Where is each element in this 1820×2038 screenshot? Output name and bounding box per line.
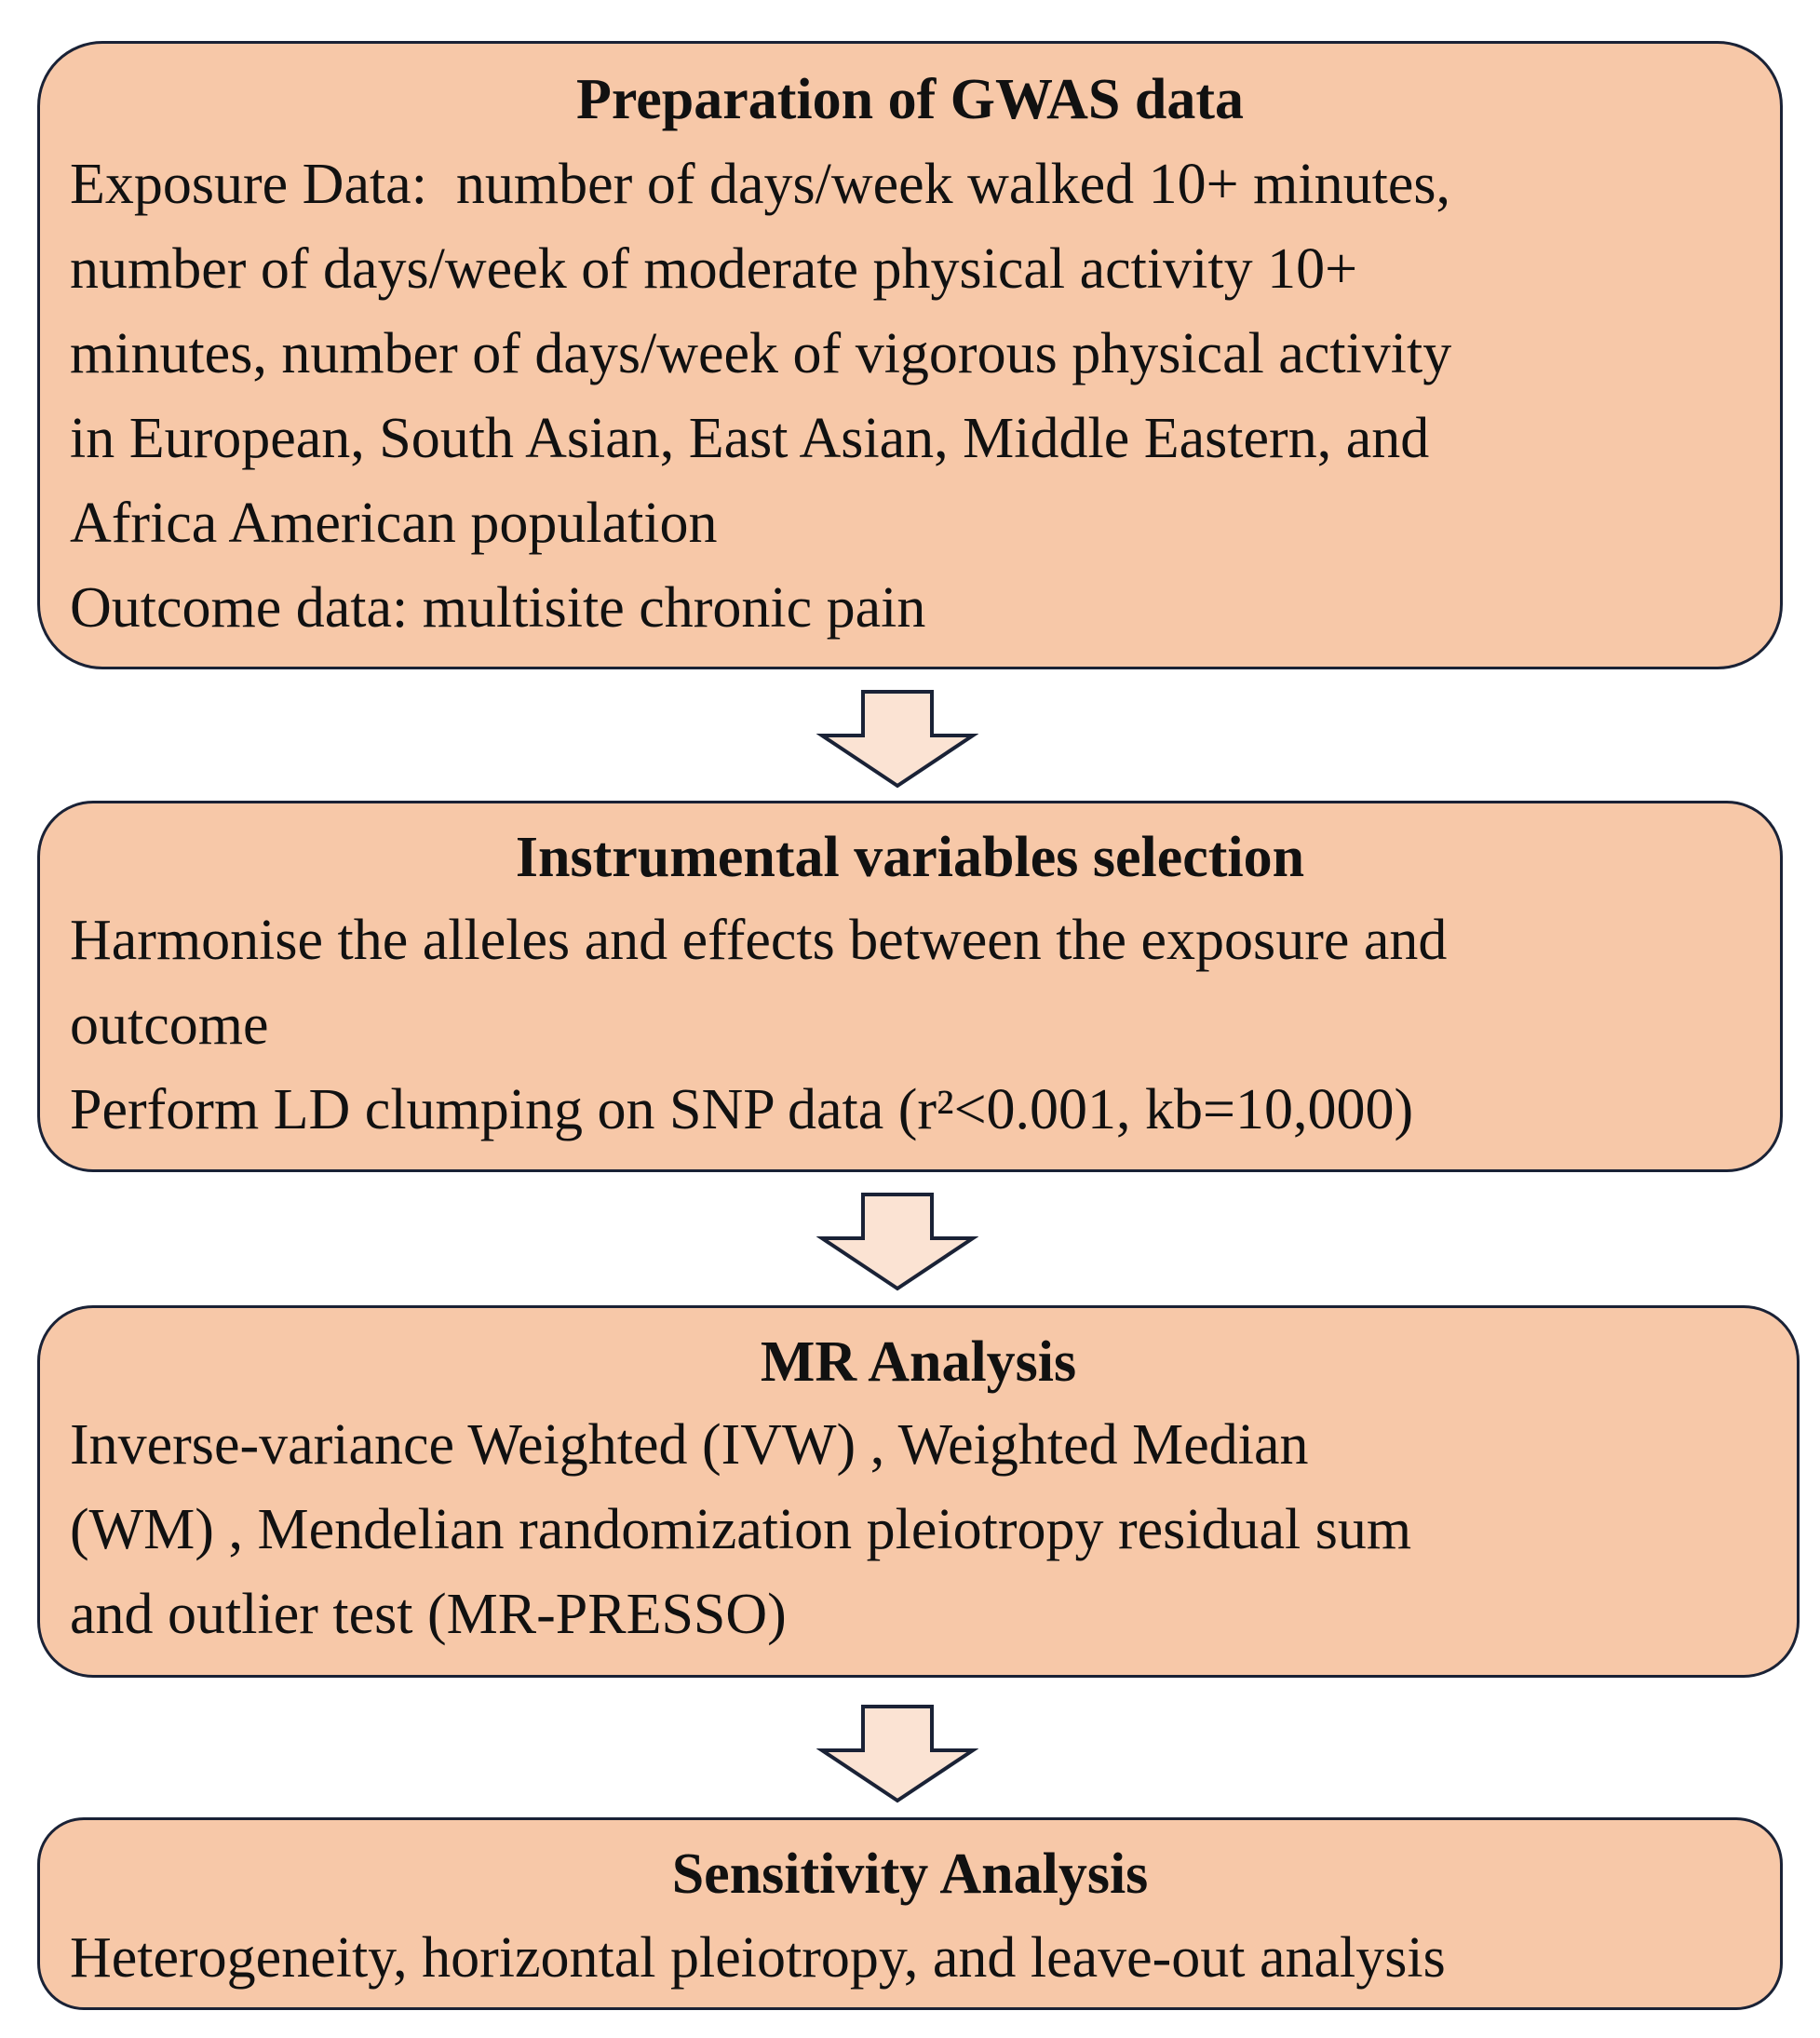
step-text-line: Perform LD clumping on SNP data (r²<0.001, kb=10,000) bbox=[70, 1078, 1414, 1141]
step-title: Instrumental variables selection bbox=[515, 826, 1305, 889]
step-text-line: Outcome data: multisite chronic pain bbox=[70, 576, 926, 640]
step-text-line: outcome bbox=[70, 993, 269, 1057]
step-title: Preparation of GWAS data bbox=[575, 68, 1245, 131]
step-text-line: (WM) , Mendelian randomization pleiotropy residual sum bbox=[70, 1498, 1412, 1561]
step-text-line: number of days/week of moderate physical activity 10+ bbox=[70, 237, 1358, 301]
step-text-line: minutes, number of days/week of vigorous physical activity bbox=[70, 322, 1452, 385]
step-box-sensitivity-analysis bbox=[37, 1817, 1783, 2010]
step-title: Sensitivity Analysis bbox=[671, 1842, 1149, 1906]
step-text-line: Heterogeneity, horizontal pleiotropy, and leave-out analysis bbox=[70, 1926, 1446, 1990]
down-arrow-icon bbox=[816, 689, 978, 790]
step-box-instrument-selection bbox=[37, 801, 1783, 1172]
step-text-line: Africa American population bbox=[70, 492, 718, 555]
down-arrow-icon bbox=[816, 1704, 978, 1804]
step-box-gwas-preparation bbox=[37, 41, 1783, 669]
step-box-mr-analysis bbox=[37, 1305, 1800, 1678]
down-arrow-icon bbox=[816, 1192, 978, 1292]
step-text-line: in European, South Asian, East Asian, Middle Eastern, and bbox=[70, 407, 1430, 470]
step-text-line: Harmonise the alleles and effects between the exposure and bbox=[70, 909, 1448, 972]
step-text-line: Inverse-variance Weighted (IVW) , Weighted Median bbox=[70, 1413, 1309, 1477]
step-title: MR Analysis bbox=[760, 1330, 1077, 1394]
step-text-line: Exposure Data: number of days/week walked 10+ minutes, bbox=[70, 153, 1450, 216]
step-text-line: and outlier test (MR-PRESSO) bbox=[70, 1583, 787, 1646]
